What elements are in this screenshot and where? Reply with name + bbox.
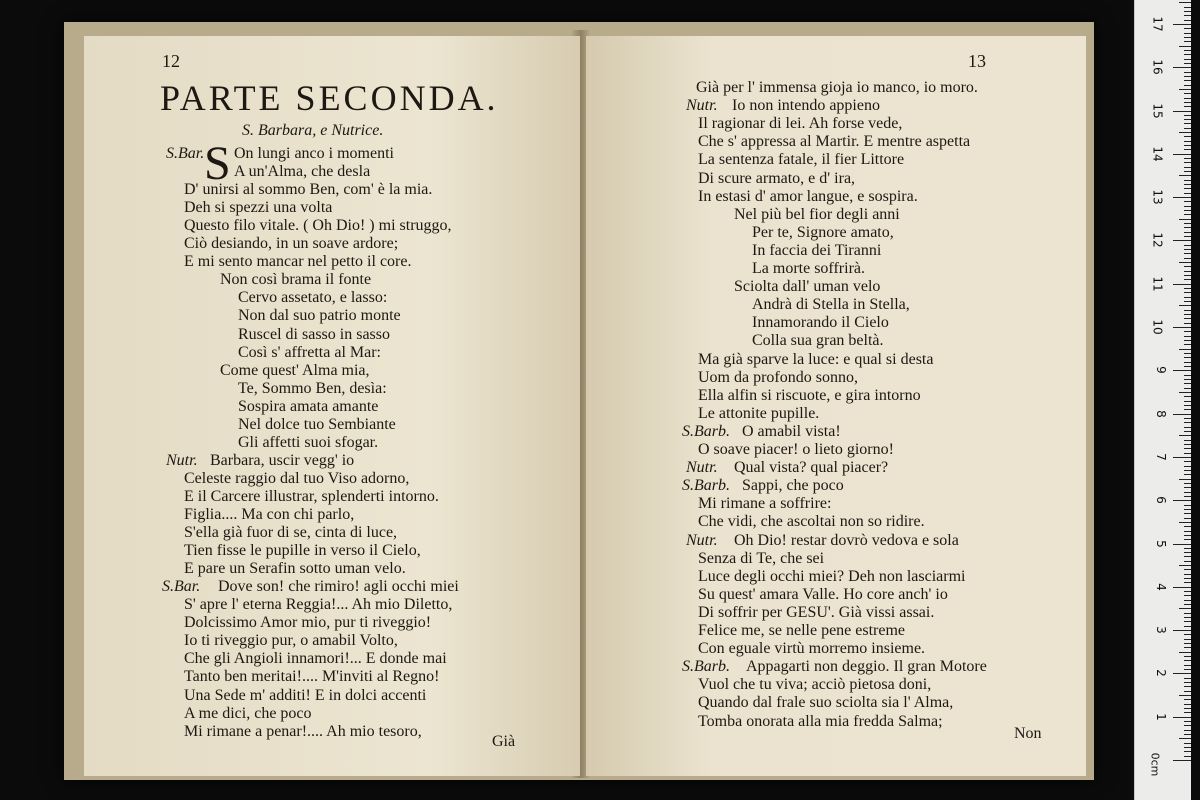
ruler-number: 5 (1154, 539, 1169, 548)
verse-line: Una Sede m' additi! E in dolci accenti (184, 686, 427, 704)
ruler-tick (1184, 357, 1191, 358)
ruler-tick (1184, 634, 1191, 635)
ruler-tick (1184, 63, 1191, 64)
verse-line: Il ragionar di lei. Ah forse vede, (698, 115, 903, 133)
ruler-tick (1184, 145, 1191, 146)
verse-line: Che s' appressa al Martir. E mentre aspetta (698, 133, 971, 151)
ruler-tick (1184, 448, 1191, 449)
ruler-tick (1184, 236, 1191, 237)
ruler-tick (1184, 167, 1191, 168)
ruler-tick (1173, 760, 1191, 761)
ruler-unit-label: 0cm (1148, 752, 1162, 777)
ruler-tick (1184, 136, 1191, 137)
ruler-tick (1173, 630, 1191, 631)
measuring-ruler (1134, 0, 1191, 800)
verse-line: Io non intendo appieno (732, 97, 880, 115)
verse-line: Che gli Angioli innamori!... E donde mai (184, 650, 447, 668)
ruler-tick (1184, 535, 1191, 536)
ruler-tick (1184, 751, 1191, 752)
ruler-tick (1184, 569, 1191, 570)
catchword-left: Già (492, 733, 516, 750)
ruler-tick (1179, 2, 1191, 3)
ruler-tick (1184, 660, 1191, 661)
ruler-tick (1184, 595, 1191, 596)
verse-line: Ella alfin si riscuote, e gira intorno (698, 386, 921, 404)
ruler-tick (1184, 639, 1191, 640)
verse-line: Oh Dio! restar dovrò vedova e sola (734, 531, 959, 549)
verse-line: On lungi anco i momenti (234, 145, 394, 162)
ruler-tick (1173, 67, 1191, 68)
ruler-tick (1184, 401, 1191, 402)
drop-cap: S (204, 137, 231, 190)
ruler-tick (1184, 375, 1191, 376)
verse-line: Di scure armato, e d' ira, (698, 169, 856, 187)
ruler-tick (1179, 89, 1191, 90)
ruler-tick (1184, 453, 1191, 454)
ruler-number: 7 (1154, 453, 1169, 461)
ruler-tick (1184, 188, 1191, 189)
ruler-tick (1184, 518, 1191, 519)
ruler-number: 17 (1150, 16, 1165, 32)
ruler-tick (1184, 180, 1191, 181)
verse-line: Quando dal frale suo sciolta sia l' Alma, (698, 694, 954, 712)
ruler-tick (1179, 349, 1191, 350)
ruler-tick (1184, 526, 1191, 527)
ruler-number: 12 (1150, 232, 1165, 249)
ruler-tick (1184, 678, 1191, 679)
ruler-tick (1184, 76, 1191, 77)
verse-line: Tien fisse le pupille in verso il Cielo, (184, 542, 421, 560)
ruler-tick (1184, 193, 1191, 194)
ruler-number: 3 (1154, 626, 1169, 634)
ruler-tick (1184, 708, 1191, 709)
ruler-tick (1184, 483, 1191, 484)
ruler-tick (1184, 279, 1191, 280)
verse-line: Te, Sommo Ben, desìa: (238, 379, 387, 397)
verse-line: Che vidi, che ascoltai non so ridire. (698, 513, 925, 531)
speaker-label: S.Barb. (682, 658, 730, 676)
verse-line: Deh si spezzi una volta (184, 199, 333, 217)
verse-line: Sappi, che poco (742, 477, 844, 495)
page-number-left: 12 (162, 51, 180, 71)
verse-line: Nel dolce tuo Sembiante (238, 415, 396, 433)
verse-line: Per te, Signore amato, (752, 223, 894, 241)
verse-line: La morte soffrirà. (752, 260, 865, 277)
ruler-tick (1184, 552, 1191, 553)
ruler-tick (1184, 245, 1191, 246)
ruler-tick (1184, 171, 1191, 172)
ruler-tick (1184, 531, 1191, 532)
ruler-tick (1184, 253, 1191, 254)
ruler-tick (1179, 652, 1191, 653)
ruler-tick (1184, 115, 1191, 116)
ruler-tick (1184, 643, 1191, 644)
ruler-tick (1184, 691, 1191, 692)
speaker-label: S.Barb. (682, 477, 730, 495)
ruler-tick (1184, 297, 1191, 298)
ruler-tick (1184, 699, 1191, 700)
ruler-tick (1184, 405, 1191, 406)
ruler-tick (1184, 730, 1191, 731)
ruler-tick (1184, 682, 1191, 683)
ruler-number: 13 (1150, 189, 1165, 205)
ruler-tick (1173, 154, 1191, 155)
ruler-tick (1184, 258, 1191, 259)
ruler-tick (1184, 227, 1191, 228)
ruler-tick (1184, 509, 1191, 510)
ruler-tick (1179, 175, 1191, 176)
ruler-tick (1184, 106, 1191, 107)
ruler-tick (1184, 232, 1191, 233)
ruler-tick (1184, 409, 1191, 410)
ruler-tick (1173, 284, 1191, 285)
verse-line: O soave piacer! o lieto giorno! (698, 441, 894, 458)
ruler-tick (1184, 621, 1191, 622)
verse-line: Appagarti non deggio. Il gran Motore (746, 658, 987, 676)
ruler-tick (1179, 738, 1191, 739)
ruler-tick (1184, 388, 1191, 389)
verse-line: Nel più bel fior degli anni (734, 205, 900, 223)
ruler-tick (1184, 98, 1191, 99)
ruler-number: 6 (1154, 496, 1169, 505)
ruler-tick (1184, 249, 1191, 250)
ruler-tick (1184, 11, 1191, 12)
speaker-label: Nutr. (686, 459, 718, 477)
ruler-tick (1173, 24, 1191, 25)
ruler-tick (1184, 574, 1191, 575)
speaker-label: S.Bar. (166, 145, 205, 162)
ruler-tick (1184, 539, 1191, 540)
ruler-tick (1173, 327, 1191, 328)
ruler-tick (1184, 41, 1191, 42)
verse-line: In estasi d' amor langue, e sospira. (698, 187, 918, 205)
ruler-tick (1179, 219, 1191, 220)
ruler-tick (1184, 379, 1191, 380)
ruler-tick (1179, 522, 1191, 523)
verse-line: Mi rimane a soffrire: (698, 495, 832, 513)
ruler-tick (1184, 440, 1191, 441)
ruler-tick (1184, 37, 1191, 38)
verse-line: Cervo assetato, e lasso: (238, 289, 388, 307)
ruler-tick (1179, 262, 1191, 263)
verse-line: D' unirsi al sommo Ben, com' è la mia. (184, 181, 433, 199)
ruler-number: 1 (1154, 712, 1169, 721)
verse-line: Vuol che tu viva; acciò pietosa doni, (698, 676, 932, 694)
speaker-label: Nutr. (686, 97, 718, 115)
verse-line: Mi rimane a penar!.... Ah mio tesoro, (184, 722, 422, 740)
ruler-tick (1184, 427, 1191, 428)
ruler-tick (1184, 582, 1191, 583)
verse-line: Colla sua gran beltà. (752, 332, 884, 350)
ruler-tick (1173, 240, 1191, 241)
speaker-label: S.Barb. (682, 422, 730, 440)
ruler-tick (1184, 223, 1191, 224)
ruler-tick (1184, 617, 1191, 618)
ruler-tick (1184, 50, 1191, 51)
ruler-tick (1184, 93, 1191, 94)
ruler-tick (1173, 673, 1191, 674)
ruler-tick (1184, 578, 1191, 579)
ruler-tick (1184, 734, 1191, 735)
verse-line: Figlia.... Ma con chi parlo, (184, 506, 355, 523)
ruler-tick (1184, 141, 1191, 142)
ruler-tick (1184, 444, 1191, 445)
ruler-tick (1184, 756, 1191, 757)
ruler-tick (1184, 548, 1191, 549)
ruler-number: 14 (1150, 146, 1165, 162)
ruler-tick (1184, 206, 1191, 207)
ruler-tick (1184, 15, 1191, 16)
right-page (586, 36, 1086, 776)
verse-line: E il Carcere illustrar, splenderti intorno. (184, 487, 439, 505)
ruler-tick (1173, 414, 1191, 415)
page-number-right: 13 (968, 51, 986, 71)
verse-line: Tomba onorata alla mia fredda Salma; (698, 712, 943, 730)
ruler-tick (1184, 102, 1191, 103)
ruler-tick (1184, 72, 1191, 73)
ruler-number: 4 (1154, 582, 1169, 591)
verse-line: Luce degli occhi miei? Deh non lasciarmi (698, 567, 966, 585)
ruler-tick (1184, 669, 1191, 670)
verse-line: S'ella già fuor di se, cinta di luce, (184, 524, 398, 542)
left-page (84, 36, 580, 776)
catchword-right: Non (1014, 725, 1042, 742)
verse-line: Tanto ben meritai!.... M'inviti al Regno! (184, 668, 440, 686)
ruler-tick (1184, 422, 1191, 423)
ruler-tick (1179, 305, 1191, 306)
verse-line: S' apre l' eterna Reggia!... Ah mio Diletto, (184, 596, 453, 614)
ruler-tick (1184, 712, 1191, 713)
verse-line: E pare un Serafin sotto uman velo. (184, 560, 406, 578)
ruler-tick (1184, 704, 1191, 705)
part-title: PARTE SECONDA. (160, 78, 499, 118)
ruler-number: 11 (1150, 276, 1165, 292)
ruler-tick (1184, 314, 1191, 315)
ruler-tick (1184, 505, 1191, 506)
verse-line: Come quest' Alma mia, (220, 361, 370, 379)
verse-line: Qual vista? qual piacer? (734, 459, 889, 477)
verse-line: Innamorando il Cielo (752, 314, 889, 332)
ruler-tick (1184, 292, 1191, 293)
verse-line: La sentenza fatale, il fier Littore (698, 151, 905, 169)
speaker-label: Nutr. (686, 531, 718, 549)
ruler-tick (1184, 33, 1191, 34)
ruler-tick (1179, 46, 1191, 47)
verse-line: Non così brama il fonte (220, 271, 372, 289)
ruler-tick (1184, 647, 1191, 648)
ruler-number: 9 (1154, 366, 1169, 375)
ruler-tick (1184, 59, 1191, 60)
ruler-tick (1184, 162, 1191, 163)
ruler-tick (1179, 435, 1191, 436)
ruler-tick (1184, 128, 1191, 129)
verse-line: Così s' affretta al Mar: (238, 343, 381, 361)
speaker-label: Nutr. (166, 451, 198, 469)
ruler-tick (1184, 431, 1191, 432)
ruler-tick (1184, 396, 1191, 397)
ruler-tick (1184, 340, 1191, 341)
ruler-tick (1184, 149, 1191, 150)
ruler-tick (1184, 7, 1191, 8)
ruler-tick (1184, 556, 1191, 557)
verse-line: Gli affetti suoi sfogar. (238, 433, 379, 451)
ruler-tick (1184, 123, 1191, 124)
ruler-tick (1184, 275, 1191, 276)
ruler-tick (1184, 271, 1191, 272)
verse-line: Io ti riveggio pur, o amabil Volto, (184, 632, 398, 650)
verse-line: Felice me, se nelle pene estreme (698, 622, 906, 639)
ruler-tick (1184, 686, 1191, 687)
verse-line: Non dal suo patrio monte (238, 307, 401, 325)
ruler-tick (1184, 362, 1191, 363)
ruler-tick (1184, 288, 1191, 289)
ruler-number: 16 (1150, 59, 1165, 75)
ruler-tick (1184, 331, 1191, 332)
verse-line: Barbara, uscir vegg' io (210, 451, 355, 469)
verse-line: Celeste raggio dal tuo Viso adorno, (184, 469, 410, 487)
verse-line: Le attonite pupille. (698, 404, 820, 422)
ruler-tick (1173, 370, 1191, 371)
ruler-tick (1184, 466, 1191, 467)
ruler-tick (1179, 695, 1191, 696)
verse-line: Sciolta dall' uman velo (734, 278, 881, 296)
ruler-tick (1184, 301, 1191, 302)
verse-line: Con eguale virtù morremo insieme. (698, 640, 926, 658)
ruler-tick (1173, 544, 1191, 545)
ruler-tick (1184, 318, 1191, 319)
ruler-tick (1173, 111, 1191, 112)
ruler-tick (1179, 608, 1191, 609)
verse-line: Dove son! che rimiro! agli occhi miei (218, 578, 459, 596)
ruler-tick (1173, 500, 1191, 501)
ruler-tick (1184, 158, 1191, 159)
ruler-number: 15 (1150, 102, 1165, 119)
ruler-tick (1184, 201, 1191, 202)
verse-line: E mi sento mancar nel petto il core. (184, 253, 412, 271)
verse-line: Ruscel di sasso in sasso (238, 325, 390, 343)
ruler-number: 8 (1154, 409, 1169, 418)
scene-heading: S. Barbara, e Nutrice. (242, 122, 384, 139)
ruler-tick (1184, 80, 1191, 81)
verse-line: Senza di Te, che sei (698, 549, 825, 567)
open-book (64, 22, 1094, 780)
ruler-tick (1184, 513, 1191, 514)
ruler-tick (1184, 725, 1191, 726)
ruler-tick (1184, 721, 1191, 722)
verse-line: Uom da profondo sonno, (698, 368, 858, 386)
ruler-tick (1184, 470, 1191, 471)
ruler-tick (1184, 54, 1191, 55)
ruler-tick (1184, 184, 1191, 185)
ruler-tick (1184, 418, 1191, 419)
ruler-tick (1184, 383, 1191, 384)
verse-line: A un'Alma, che desla (234, 163, 371, 181)
ruler-tick (1184, 336, 1191, 337)
ruler-tick (1184, 496, 1191, 497)
ruler-tick (1184, 613, 1191, 614)
ruler-tick (1184, 310, 1191, 311)
ruler-tick (1184, 344, 1191, 345)
ruler-tick (1184, 474, 1191, 475)
ruler-tick (1184, 656, 1191, 657)
ruler-tick (1173, 587, 1191, 588)
ruler-tick (1184, 600, 1191, 601)
speaker-label: S.Bar. (162, 578, 201, 596)
ruler-tick (1173, 197, 1191, 198)
ruler-tick (1179, 479, 1191, 480)
ruler-tick (1184, 561, 1191, 562)
verse-line: Dolcissimo Amor mio, pur ti riveggio! (184, 614, 432, 632)
ruler-tick (1184, 20, 1191, 21)
ruler-tick (1184, 85, 1191, 86)
ruler-tick (1184, 665, 1191, 666)
ruler-tick (1179, 132, 1191, 133)
ruler-tick (1184, 214, 1191, 215)
ruler-number: 2 (1154, 669, 1169, 678)
verse-line: Di soffrir per GESU'. Già vissi assai. (698, 603, 935, 621)
ruler-tick (1173, 457, 1191, 458)
ruler-tick (1184, 604, 1191, 605)
ruler-tick (1173, 717, 1191, 718)
ruler-tick (1184, 591, 1191, 592)
verse-line: Questo filo vitale. ( Oh Dio! ) mi struggo, (184, 217, 452, 235)
ruler-tick (1184, 119, 1191, 120)
ruler-tick (1184, 492, 1191, 493)
verse-line: Ciò desiando, in un soave ardore; (184, 235, 399, 253)
verse-line: A me dici, che poco (184, 704, 312, 722)
ruler-tick (1184, 28, 1191, 29)
verse-line: Già per l' immensa gioja io manco, io moro. (696, 79, 978, 96)
ruler-tick (1184, 743, 1191, 744)
verse-line: Ma già sparve la luce: e qual si desta (698, 350, 934, 368)
ruler-number: 10 (1150, 319, 1165, 335)
verse-line: Su quest' amara Valle. Ho core anch' io (698, 585, 948, 603)
ruler-tick (1184, 461, 1191, 462)
ruler-tick (1184, 210, 1191, 211)
verse-line: Sospira amata amante (238, 397, 379, 415)
verse-line: In faccia dei Tiranni (752, 241, 882, 259)
ruler-tick (1179, 392, 1191, 393)
ruler-tick (1184, 323, 1191, 324)
verse-line: O amabil vista! (742, 422, 841, 440)
ruler-tick (1179, 565, 1191, 566)
verse-line: Andrà di Stella in Stella, (752, 296, 910, 314)
ruler-tick (1184, 266, 1191, 267)
ruler-tick (1184, 626, 1191, 627)
ruler-tick (1184, 747, 1191, 748)
ruler-tick (1184, 487, 1191, 488)
ruler-tick (1184, 366, 1191, 367)
ruler-tick (1184, 353, 1191, 354)
